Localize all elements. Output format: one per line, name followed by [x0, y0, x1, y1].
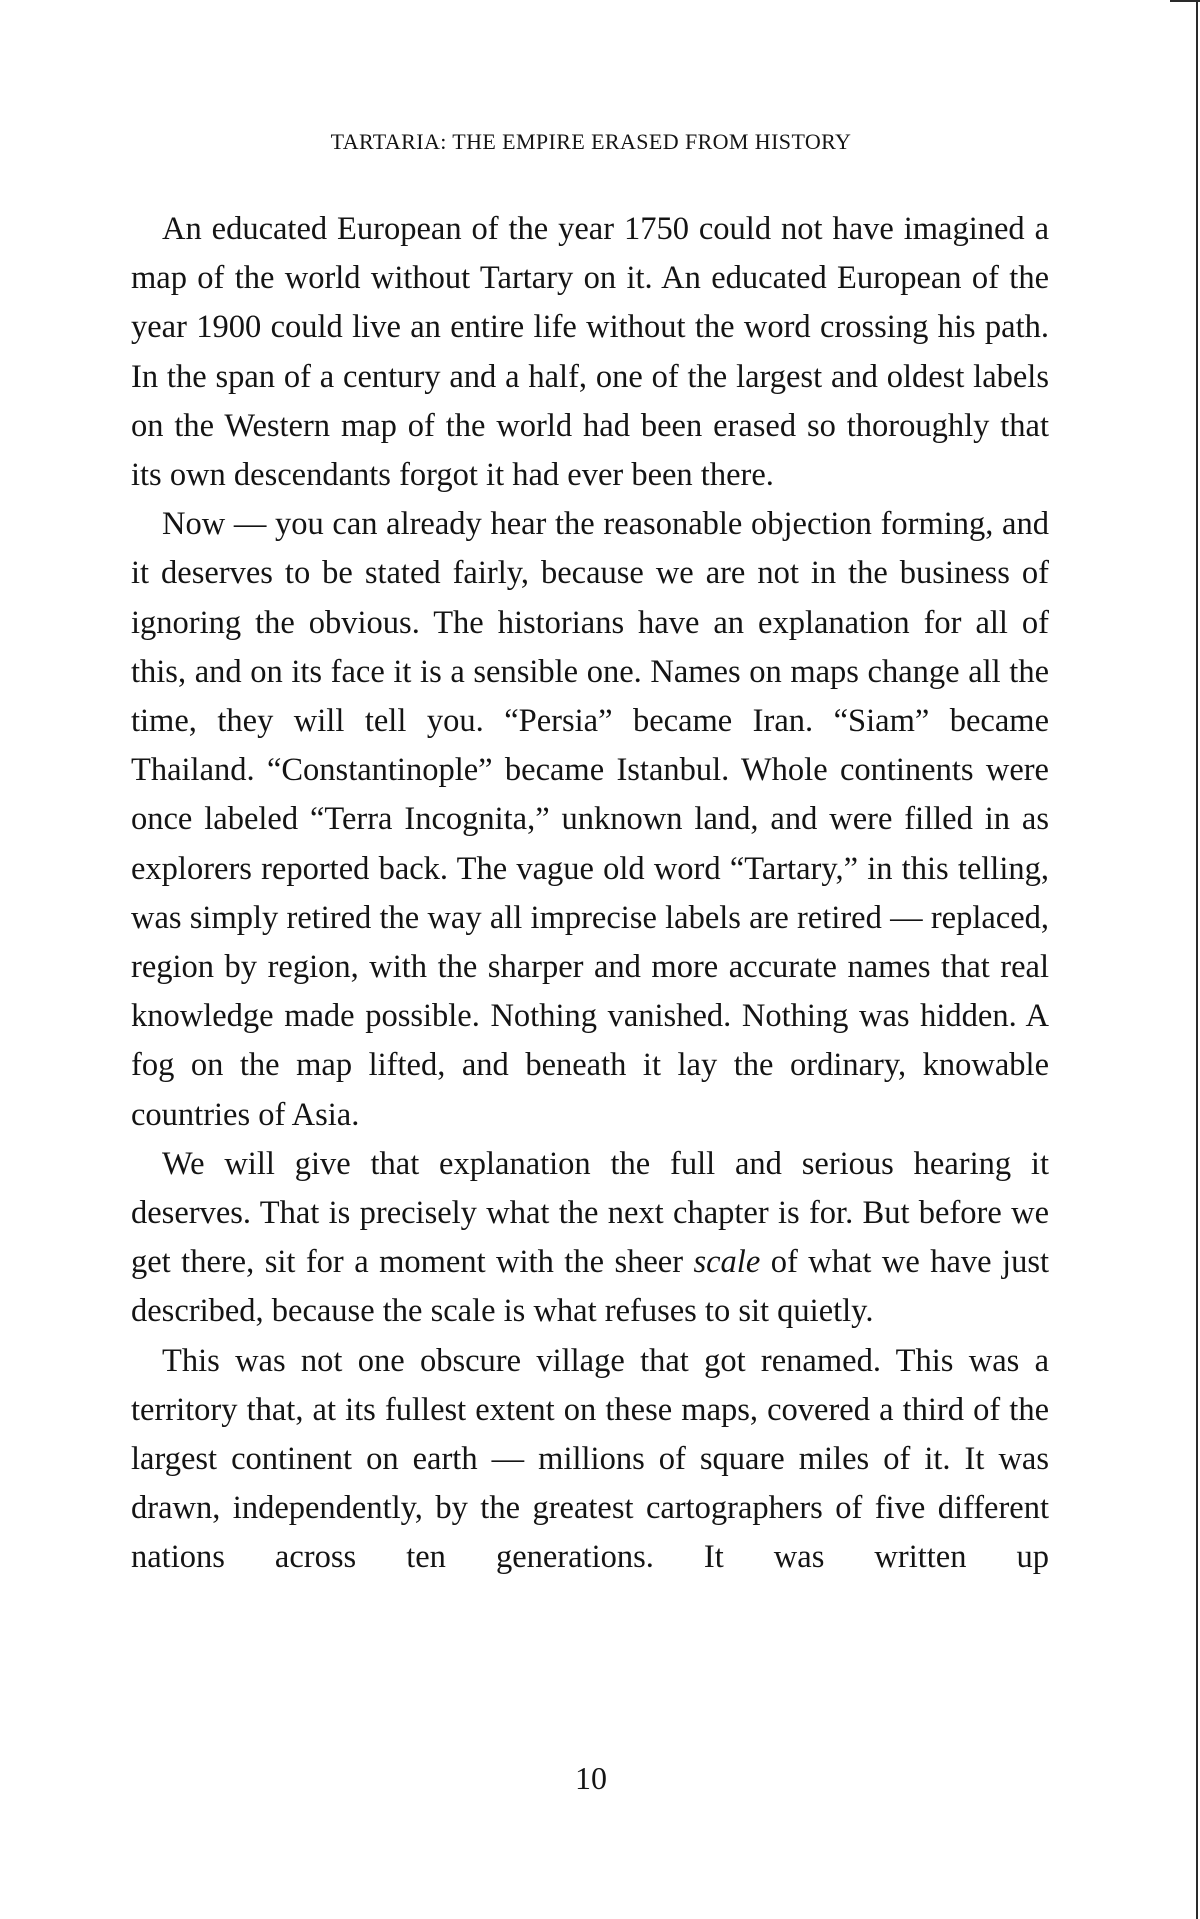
body-text	[131, 205, 1049, 1583]
page-number: 10	[575, 1760, 607, 1796]
paragraph-4: This was not one obscure village that got renamed. This was a territory that, at its fullest extent on these maps, covered a third of the largest continent on earth — millions of square miles of it. It was drawn, independently, by the greatest cartographers of five different nations across ten generations. It was written up	[131, 1342, 1049, 1576]
paragraph-3-after: of what we have just described, because the scale is what refuses to sit quietly.	[131, 1244, 1049, 1330]
running-head: TARTARIA: THE EMPIRE ERASED FROM HISTORY	[330, 129, 852, 154]
paragraph-1: An educated European of the year 1750 could not have imagined a map of the world without Tartary on it. An educated European of the year 1900 could live an entire life without the word crossing his path. In the span of a century and a half, one of the largest and oldest labels on the Western map of the world had been erased so thoroughly that its own descendants forgot it had ever been there.	[131, 211, 1049, 494]
paragraph-3	[131, 1140, 1049, 1337]
paragraph-2: Now — you can already hear the reasonable objection forming, and it deserves to be stated fairly, because we are not in the business of ignoring the obvious. The historians have an explanation for all of this, and on its face it is a sensible one. Names on maps change all the time, they will tell you. “Persia” became Iran. “Siam” became Thailand. “Constantinople” became Istanbul. Whole continents were once labeled “Terra Incognita,” unknown land, and were filled in as explorers reported back. The vague old word “Tartary,” in this telling, was simply retired the way all imprecise labels are retired — replaced, region by region, with the sharper and more accurate names that real knowledge made possible. Nothing vanished. Nothing was hidden. A fog on the map lifted, and beneath it lay the ordinary, knowable countries of Asia.	[131, 506, 1049, 1133]
paragraph-3-before: We will give that explanation the full and serious hearing it deserves. That is precisely what the next chapter is for. But before we get there, sit for a moment with the sheer	[131, 1145, 1049, 1281]
page-edge-right	[1196, 0, 1198, 1919]
paragraph-3-emphasis: scale	[693, 1244, 761, 1281]
page-edge-top	[1170, 0, 1200, 2]
